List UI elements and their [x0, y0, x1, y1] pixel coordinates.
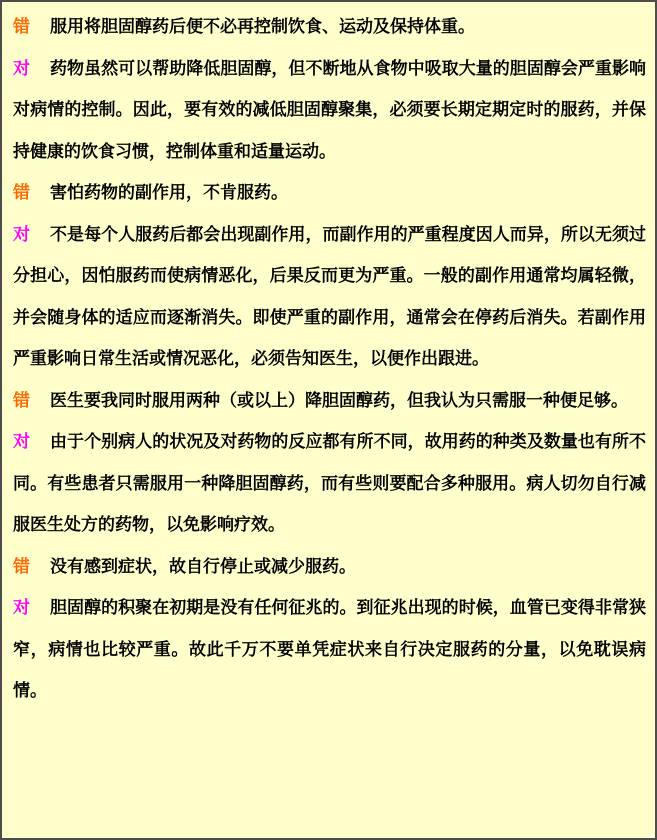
right-tag: 对: [13, 598, 30, 618]
wrong-entry: [13, 547, 646, 589]
wrong-tag: 错: [13, 17, 30, 37]
entry-text: 胆固醇的积聚在初期是没有任何征兆的。到征兆出现的时候，血管已变得非常狭窄，病情也比较严重。故此千万不要单凭症状来自行决定服药的分量，以免耽误病情。: [13, 598, 646, 701]
entry-text: 药物虽然可以帮助降低胆固醇，但不断地从食物中吸取大量的胆固醇会严重影响对病情的控制。因此，要有效的减低胆固醇聚集，必须要长期定期定时的服药，并保持健康的饮食习惯，控制体重和适量运动。: [13, 58, 646, 162]
wrong-tag: 错: [13, 183, 30, 203]
entry-text: 服用将胆固醇药后便不必再控制饮食、运动及保持体重。: [50, 17, 475, 37]
right-entry: [13, 215, 646, 381]
entry-text: 由于个别病人的状况及对药物的反应都有所不同，故用药的种类及数量也有所不同。有些患者只需服用一种降胆固醇药，而有些则要配合多种服用。病人切勿自行减服医生处方的药物，以免影响疗效。: [13, 432, 646, 535]
right-entry: [13, 588, 646, 713]
entry-text: 害怕药物的副作用，不肯服药。: [50, 183, 288, 203]
right-entry: [13, 49, 646, 174]
wrong-entry: [13, 7, 646, 49]
right-entry: [13, 422, 646, 547]
wrong-tag: 错: [13, 390, 30, 411]
entry-text: 没有感到症状，故自行停止或减少服药。: [50, 556, 356, 577]
entry-text: 医生要我同时服用两种（或以上）降胆固醇药，但我认为只需服一种便足够。: [50, 390, 628, 411]
wrong-tag: 错: [13, 556, 30, 577]
wrong-entry: [13, 173, 646, 215]
wrong-entry: [13, 381, 646, 423]
right-tag: 对: [13, 432, 30, 452]
right-tag: 对: [13, 224, 30, 245]
right-tag: 对: [13, 58, 30, 79]
entry-text: 不是每个人服药后都会出现副作用，而副作用的严重程度因人而异，所以无须过分担心，因怕服药而使病情恶化，后果反而更为严重。一般的副作用通常均属轻微，并会随身体的适应而逐渐消失。即使严重的副作用，通常会在停药后消失。若副作用严重影响日常生活或情况恶化，必须告知医生，以便作出跟进。: [13, 224, 646, 369]
